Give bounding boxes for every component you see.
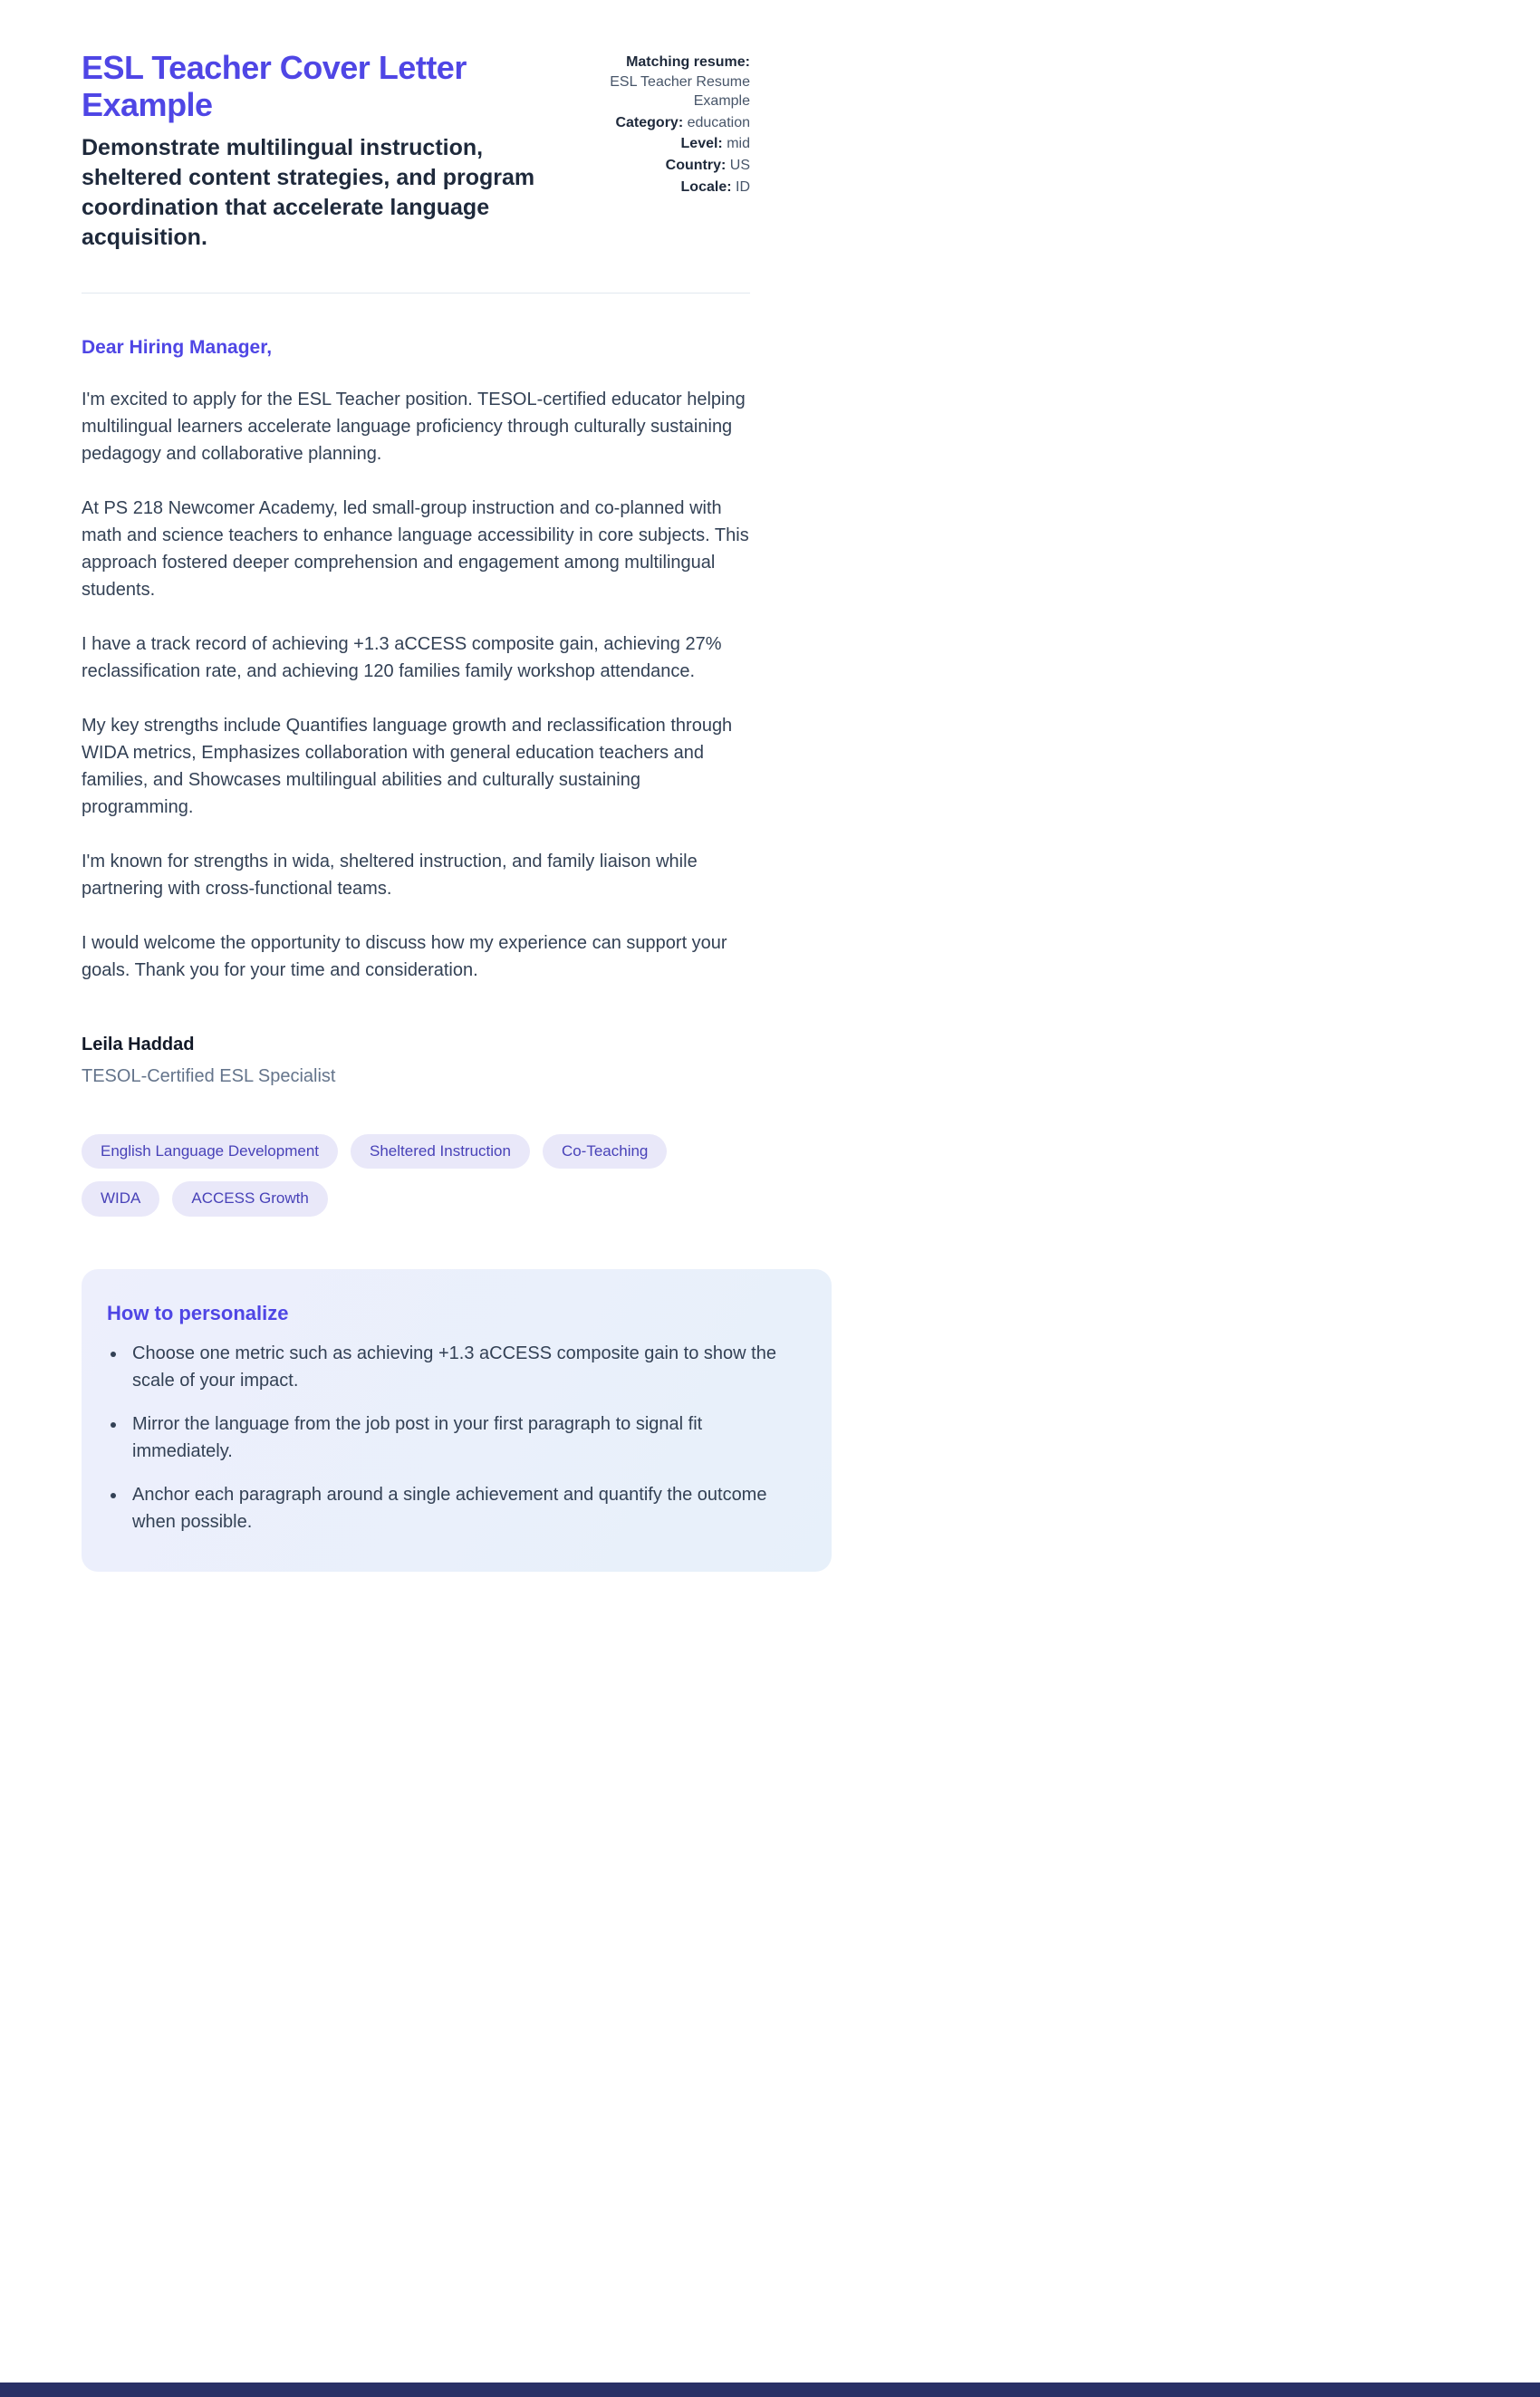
personalize-tip [127,1481,795,1535]
personalize-tip-text: Choose one metric such as achieving +1.3 aCCESS composite gain to show the scale of your impact. [132,1343,776,1391]
footer-accent-bar [0,2383,1540,2397]
meta-label: Level: [680,136,723,152]
tag-access-growth[interactable]: ACCESS Growth [172,1181,327,1216]
meta-value: US [729,157,750,173]
tag-co-teaching[interactable]: Co-Teaching [543,1134,667,1169]
tag-wida[interactable]: WIDA [82,1181,159,1216]
letter-paragraph: I would welcome the opportunity to discuss how my experience can support your goals. Thank you for your time and consideration. [82,932,727,980]
meta-country [596,156,750,176]
header-divider [82,293,750,294]
personalize-tip [127,1340,795,1394]
personalize-heading: How to personalize [107,1301,289,1324]
tag-list [82,1134,750,1217]
meta-value: ESL Teacher Resume Example [610,73,750,110]
signature-title: TESOL-Certified ESL Specialist [82,1065,336,1086]
title-block [82,49,574,253]
meta-category [596,113,750,133]
meta-label: Matching resume: [626,54,750,70]
meta-value: ID [736,178,750,195]
letter-paragraph: At PS 218 Newcomer Academy, led small-group instruction and co-planned with math and science teachers to enhance language accessibility in core subjects. This approach fostered deeper comprehension and engagement among multilingual students. [82,497,749,600]
meta-matching-resume [596,53,750,111]
personalize-tip [127,1410,795,1465]
meta-label: Category: [615,114,684,130]
signature-name: Leila Haddad [82,1034,195,1054]
personalize-tip-list [107,1340,795,1535]
letter-paragraph: I'm excited to apply for the ESL Teacher position. TESOL-certified educator helping multilingual learners accelerate language proficiency through culturally sustaining pedagogy and collaborative planning. [82,389,746,464]
meta-label: Country: [665,157,727,173]
meta-value: mid [727,136,750,152]
letter-paragraph: I'm known for strengths in wida, sheltered instruction, and family liaison while partnering with cross-functional teams. [82,851,698,899]
resume-meta [596,49,750,198]
cover-letter-body [82,337,750,1087]
header [82,49,750,253]
letter-paragraph: My key strengths include Quantifies language growth and reclassification through WIDA metrics, Emphasizes collaboration with general education teachers and families, and Showcases multilingual abilities and culturally sustaining programming. [82,715,733,817]
meta-value: education [687,114,750,130]
personalize-card [82,1269,832,1572]
tag-english-language-development[interactable]: English Language Development [82,1134,338,1169]
page-title: ESL Teacher Cover Letter Example [82,49,467,124]
letter-paragraph: I have a track record of achieving +1.3 aCCESS composite gain, achieving 27% reclassification rate, and achieving 120 families family workshop attendance. [82,633,722,681]
content-column [0,0,776,1572]
meta-locale [596,178,750,197]
personalize-tip-text: Mirror the language from the job post in your first paragraph to signal fit immediately. [132,1413,703,1461]
meta-label: Locale: [680,178,732,195]
tag-sheltered-instruction[interactable]: Sheltered Instruction [351,1134,530,1169]
salutation: Dear Hiring Manager, [82,336,273,358]
meta-level [596,134,750,154]
personalize-tip-text: Anchor each paragraph around a single achievement and quantify the outcome when possible. [132,1484,767,1532]
page-subtitle: Demonstrate multilingual instruction, sheltered content strategies, and program coordination that accelerate language acquisition. [82,134,535,250]
